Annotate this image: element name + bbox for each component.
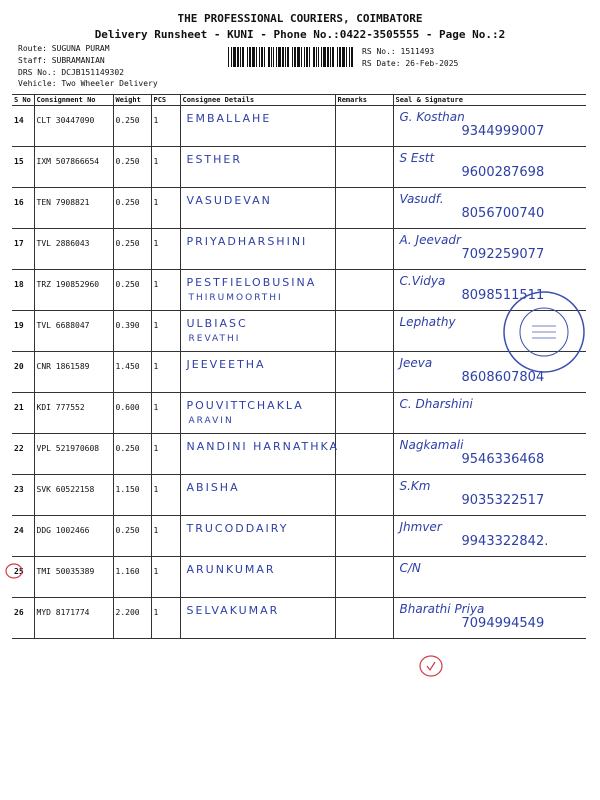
row-pcs: [151, 311, 180, 352]
row-signature: [393, 147, 586, 188]
table-row: [12, 270, 586, 311]
phone-number: 7092259077: [461, 247, 545, 262]
signature: C. Dharshini: [399, 397, 473, 411]
barcode-bar: [318, 47, 319, 67]
row-weight: [113, 598, 151, 639]
consignee-name: EMBALLAHE: [186, 112, 272, 125]
row-consignment-text: DDG 1002466: [36, 526, 90, 535]
row-weight-text: 2.200: [115, 608, 140, 617]
row-pcs-text: 1: [153, 157, 159, 166]
barcode-bar: [339, 47, 341, 67]
row-consignment: [34, 147, 113, 188]
phone-number: 9344999007: [461, 124, 545, 139]
row-weight: [113, 475, 151, 516]
barcode-bar: [233, 47, 236, 67]
row-consignee: [180, 229, 335, 270]
row-pcs-text: 1: [153, 362, 159, 371]
consignee-name: ULBIASC: [186, 317, 248, 330]
row-sno: [12, 598, 34, 639]
row-pcs: [151, 557, 180, 598]
row-signature: [393, 106, 586, 147]
col-pcs: PCS: [151, 95, 180, 106]
row-pcs-text: 1: [153, 444, 159, 453]
row-remarks: [335, 475, 393, 516]
row-remarks: [335, 516, 393, 557]
row-consignee: [180, 106, 335, 147]
consignee-name: VASUDEVAN: [186, 194, 272, 207]
table-row: [12, 229, 586, 270]
row-consignment-text: CNR 1861589: [36, 362, 90, 371]
row-pcs-text: 1: [153, 526, 159, 535]
col-sno: S No: [12, 95, 34, 106]
row-consignment-text: IXM 507866654: [36, 157, 100, 166]
row-signature: [393, 393, 586, 434]
row-pcs-text: 1: [153, 116, 159, 125]
signature: Bharathi Priya: [399, 602, 485, 616]
row-signature: [393, 229, 586, 270]
row-sno-text: 19: [14, 321, 24, 330]
consignee-name-line2: REVATHI: [188, 334, 241, 344]
barcode-bar: [351, 47, 353, 67]
row-weight-text: 0.250: [115, 526, 140, 535]
table-row: [12, 516, 586, 557]
table-row: [12, 147, 586, 188]
barcode-bar: [337, 47, 338, 67]
row-consignment-text: CLT 30447090: [36, 116, 95, 125]
signature: Jeeva: [399, 356, 433, 370]
barcode-bar: [346, 47, 347, 67]
barcode-bar: [240, 47, 241, 67]
row-remarks: [335, 434, 393, 475]
barcode-bar: [231, 47, 232, 67]
row-sno: [12, 270, 34, 311]
row-sno: [12, 106, 34, 147]
row-consignee: [180, 352, 335, 393]
consignee-name: TRUCODDAIRY: [186, 522, 289, 535]
col-weight: Weight: [113, 95, 151, 106]
row-consignment: [34, 106, 113, 147]
row-consignee: [180, 188, 335, 229]
row-weight-text: 0.600: [115, 403, 140, 412]
barcode-bar: [228, 47, 229, 67]
table-row: [12, 475, 586, 516]
barcode-bar: [287, 47, 289, 67]
row-consignment-text: MYD 8171774: [36, 608, 90, 617]
row-pcs: [151, 270, 180, 311]
phone-number: 7094994549: [461, 616, 545, 631]
row-weight: [113, 311, 151, 352]
barcode-bar: [282, 47, 284, 67]
row-weight: [113, 229, 151, 270]
row-weight-text: 0.250: [115, 198, 140, 207]
barcode-bar: [276, 47, 277, 67]
row-signature: [393, 557, 586, 598]
row-weight-text: 1.150: [115, 485, 140, 494]
barcode-bar: [294, 47, 296, 67]
row-weight: [113, 106, 151, 147]
rs-date: RS Date: 26-Feb-2025: [362, 59, 459, 68]
row-consignment: [34, 557, 113, 598]
row-consignment: [34, 229, 113, 270]
barcode-bar: [297, 47, 300, 67]
row-weight: [113, 352, 151, 393]
row-signature: [393, 516, 586, 557]
barcode-bar: [332, 47, 334, 67]
row-remarks: [335, 557, 393, 598]
barcode-bar: [285, 47, 286, 67]
row-sno: [12, 188, 34, 229]
barcode-bar: [242, 47, 244, 67]
row-consignee: [180, 393, 335, 434]
table-row: [12, 393, 586, 434]
consignee-name-line2: THIRUMOORTHI: [188, 293, 283, 303]
row-weight: [113, 188, 151, 229]
barcode-bar: [256, 47, 257, 67]
barcode-bar: [264, 47, 265, 67]
row-pcs: [151, 598, 180, 639]
row-consignee: [180, 475, 335, 516]
barcode-bar: [301, 47, 302, 67]
row-weight-text: 0.390: [115, 321, 140, 330]
row-weight: [113, 270, 151, 311]
row-sno: [12, 393, 34, 434]
barcode-bar: [316, 47, 317, 67]
consignee-name: PRIYADHARSHINI: [186, 235, 308, 248]
row-sno: [12, 311, 34, 352]
consignee-name: PESTFIELOBUSINA: [186, 276, 317, 289]
barcode-bar: [313, 47, 315, 67]
row-consignment: [34, 270, 113, 311]
row-remarks: [335, 188, 393, 229]
row-consignee: [180, 270, 335, 311]
row-weight: [113, 516, 151, 557]
table-row: [12, 557, 586, 598]
company-title: THE PROFESSIONAL COURIERS, COIMBATORE: [177, 12, 423, 25]
row-pcs: [151, 516, 180, 557]
barcode-bar: [249, 47, 251, 67]
row-weight-text: 1.450: [115, 362, 140, 371]
row-sno: [12, 434, 34, 475]
row-weight-text: 1.160: [115, 567, 140, 576]
phone-number: 8608607804: [461, 370, 545, 385]
row-sno-text: 14: [14, 116, 24, 125]
row-weight: [113, 393, 151, 434]
consignee-name-line2: ARAVIN: [188, 416, 234, 426]
row-pcs: [151, 434, 180, 475]
consignee-name: ABISHA: [186, 481, 240, 494]
row-pcs-text: 1: [153, 239, 159, 248]
row-remarks: [335, 352, 393, 393]
row-remarks: [335, 106, 393, 147]
runsheet-subtitle: Delivery Runsheet - KUNI - Phone No.:0422-3505555 - Page No.:2: [94, 28, 506, 41]
signature: G. Kosthan: [399, 110, 465, 124]
barcode-bar: [259, 47, 260, 67]
table-row: [12, 598, 586, 639]
barcode-bar: [271, 47, 272, 67]
phone-number: 9035322517: [461, 493, 545, 508]
row-pcs-text: 1: [153, 485, 159, 494]
row-weight: [113, 434, 151, 475]
row-sno: [12, 229, 34, 270]
barcode-bar: [304, 47, 305, 67]
row-sno-text: 25: [14, 567, 24, 576]
row-consignment-text: KDI 777552: [36, 403, 85, 412]
row-sno-text: 20: [14, 362, 24, 371]
phone-number: 9943322842.: [461, 534, 549, 549]
consignee-name: SELVAKUMAR: [186, 604, 280, 617]
row-consignment: [34, 352, 113, 393]
row-sno-text: 26: [14, 608, 24, 617]
row-pcs-text: 1: [153, 403, 159, 412]
row-consignment-text: TVL 6688047: [36, 321, 90, 330]
row-pcs: [151, 229, 180, 270]
row-pcs: [151, 393, 180, 434]
row-sno-text: 16: [14, 198, 24, 207]
row-weight-text: 0.250: [115, 280, 140, 289]
row-consignment: [34, 434, 113, 475]
row-sno: [12, 352, 34, 393]
row-consignee: [180, 434, 340, 475]
row-signature: [393, 188, 586, 229]
phone-number: 8056700740: [461, 206, 545, 221]
row-pcs: [151, 352, 180, 393]
table-row: [12, 434, 586, 475]
row-pcs-text: 1: [153, 567, 159, 576]
barcode: [228, 47, 356, 67]
drs-number: DRS No.: DCJB151149302: [18, 68, 124, 77]
barcode-bar: [273, 47, 274, 67]
row-consignment: [34, 598, 113, 639]
barcode-bar: [330, 47, 331, 67]
col-signature: Seal & Signature: [393, 95, 586, 106]
signature: Jhmver: [399, 520, 442, 534]
signature: S Estt: [399, 151, 435, 165]
row-signature: [393, 475, 586, 516]
phone-number: 9600287698: [461, 165, 545, 180]
barcode-bar: [268, 47, 270, 67]
consignee-name: ARUNKUMAR: [186, 563, 276, 576]
row-weight-text: 0.250: [115, 444, 140, 453]
table-row: [12, 106, 586, 147]
row-remarks: [335, 147, 393, 188]
phone-number: 9546336468: [461, 452, 545, 467]
row-consignment-text: TVL 2886043: [36, 239, 90, 248]
col-consignment: Consignment No: [34, 95, 113, 106]
signature: Nagkamali: [399, 438, 464, 452]
row-consignment-text: TRZ 190852960: [36, 280, 100, 289]
consignee-name: POUVITTCHAKLA: [186, 399, 304, 412]
route: Route: SUGUNA PURAM: [18, 44, 110, 53]
table-header: [12, 95, 586, 106]
row-pcs-text: 1: [153, 198, 159, 207]
col-consignee: Consignee Details: [180, 95, 335, 106]
staff: Staff: SUBRAMANIAN: [18, 56, 105, 65]
signature: Vasudf.: [399, 192, 444, 206]
barcode-bar: [306, 47, 308, 67]
vehicle: Vehicle: Two Wheeler Delivery: [18, 79, 158, 88]
row-sno: [12, 147, 34, 188]
barcode-bar: [321, 47, 322, 67]
row-pcs-text: 1: [153, 321, 159, 330]
row-consignee: [180, 147, 335, 188]
barcode-bar: [261, 47, 263, 67]
row-weight-text: 0.250: [115, 116, 140, 125]
row-consignment: [34, 311, 113, 352]
barcode-bar: [237, 47, 239, 67]
row-consignment-text: TEN 7908821: [36, 198, 90, 207]
runsheet-table: [12, 94, 586, 639]
row-weight-text: 0.250: [115, 239, 140, 248]
row-weight: [113, 557, 151, 598]
row-sno-text: 17: [14, 239, 24, 248]
seal-stamp: [502, 290, 586, 374]
row-sno: [12, 475, 34, 516]
signature: C.Vidya: [399, 274, 446, 288]
row-signature: [393, 434, 586, 475]
row-remarks: [335, 229, 393, 270]
row-pcs-text: 1: [153, 280, 159, 289]
row-consignee: [180, 311, 335, 352]
row-sno: [12, 516, 34, 557]
row-sno-text: 22: [14, 444, 24, 453]
row-pcs: [151, 188, 180, 229]
row-sno-text: 23: [14, 485, 24, 494]
row-consignment: [34, 393, 113, 434]
signature: A. Jeevadr: [399, 233, 461, 247]
consignee-name: JEEVEETHA: [186, 358, 266, 371]
row-pcs-text: 1: [153, 608, 159, 617]
row-consignment: [34, 188, 113, 229]
barcode-bar: [349, 47, 350, 67]
row-pcs: [151, 147, 180, 188]
signature: C/N: [399, 561, 421, 575]
row-sno-text: 21: [14, 403, 24, 412]
row-25-circle-mark: [4, 561, 24, 581]
table-row: [12, 188, 586, 229]
row-remarks: [335, 393, 393, 434]
barcode-bar: [247, 47, 248, 67]
signature: Lephathy: [399, 315, 456, 329]
row-consignment-text: TMI 50035389: [36, 567, 95, 576]
table-row: [12, 352, 586, 393]
barcode-bar: [309, 47, 310, 67]
consignee-name: NANDINI HARNATHKA: [186, 440, 340, 453]
row-consignment: [34, 516, 113, 557]
barcode-bar: [327, 47, 329, 67]
rs-number: RS No.: 1511493: [362, 47, 435, 56]
row-weight-text: 0.250: [115, 157, 140, 166]
table-row: [12, 311, 586, 352]
phone-number: 8098511511: [461, 288, 545, 303]
tick-mark: [418, 654, 444, 678]
row-signature: [393, 598, 586, 639]
row-consignee: [180, 557, 335, 598]
barcode-bar: [278, 47, 281, 67]
row-consignee: [180, 516, 335, 557]
row-consignment-text: SVK 60522158: [36, 485, 95, 494]
barcode-bar: [252, 47, 255, 67]
barcode-bar: [292, 47, 293, 67]
row-sno-text: 18: [14, 280, 24, 289]
signature: S.Km: [399, 479, 431, 493]
row-weight: [113, 147, 151, 188]
consignee-name: ESTHER: [186, 153, 243, 166]
row-remarks: [335, 270, 393, 311]
row-sno-text: 15: [14, 157, 24, 166]
col-remarks: Remarks: [335, 95, 393, 106]
row-remarks: [335, 311, 393, 352]
barcode-bar: [323, 47, 326, 67]
row-sno-text: 24: [14, 526, 24, 535]
row-consignment-text: VPL 521970608: [36, 444, 100, 453]
row-consignee: [180, 598, 335, 639]
row-consignment: [34, 475, 113, 516]
barcode-bar: [342, 47, 345, 67]
row-pcs: [151, 475, 180, 516]
row-pcs: [151, 106, 180, 147]
row-remarks: [335, 598, 393, 639]
